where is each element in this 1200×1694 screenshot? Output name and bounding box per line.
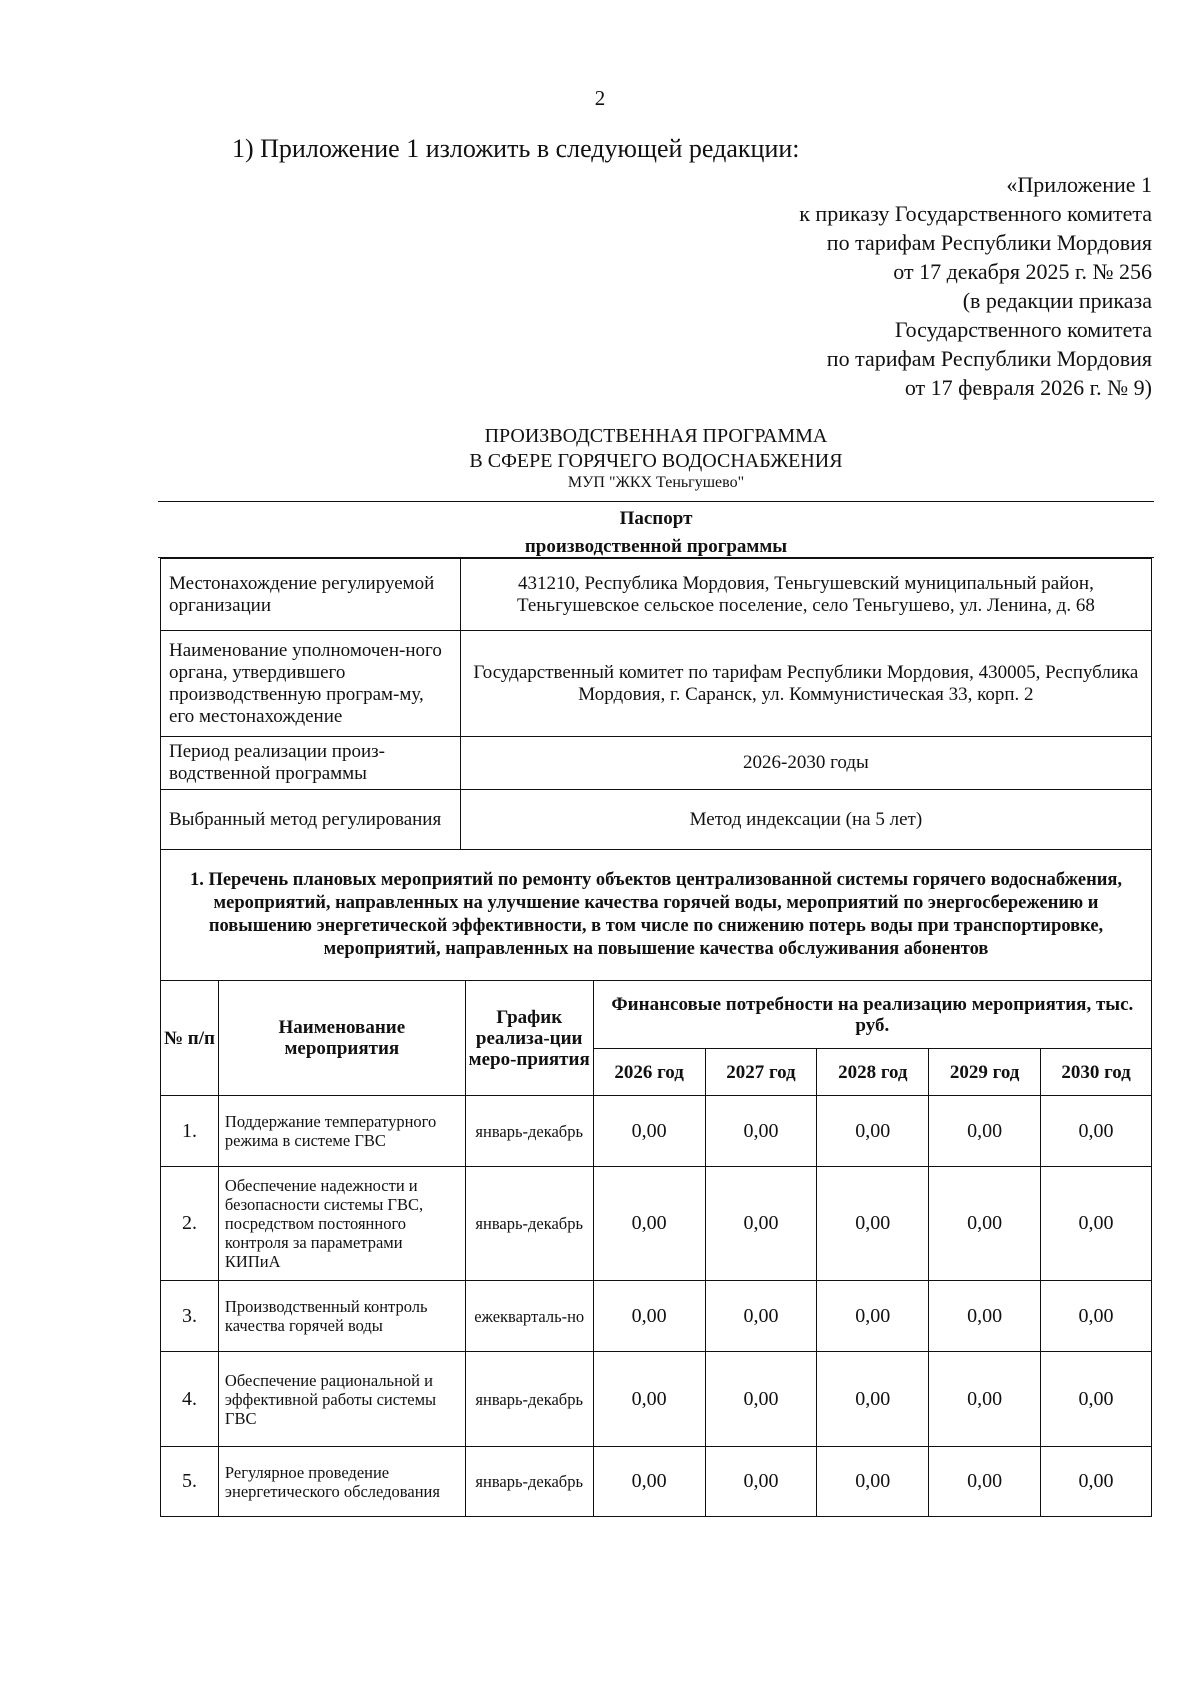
page-number: 2 bbox=[594, 86, 606, 110]
header-finance: Финансовые потребности на реализацию мероприятия, тыс. руб. bbox=[593, 981, 1151, 1049]
header-schedule: График реализа-ции меро-приятия bbox=[465, 981, 593, 1096]
row-name: Регулярное проведение энергетического обследования bbox=[218, 1447, 465, 1517]
row-number: 5. bbox=[161, 1447, 219, 1517]
passport-value: 2026-2030 годы bbox=[460, 737, 1151, 790]
passport-row bbox=[161, 790, 1152, 850]
row-number: 1. bbox=[161, 1096, 219, 1167]
appendix-line: по тарифам Республики Мордовия bbox=[826, 230, 1152, 255]
heading-line-2: В СФЕРЕ ГОРЯЧЕГО ВОДОСНАБЖЕНИЯ bbox=[469, 450, 843, 472]
passport-label: Период реализации произ-водственной программы bbox=[161, 737, 461, 790]
passport-label: Местонахождение регулируемой организации bbox=[161, 559, 461, 631]
row-value: 0,00 bbox=[1041, 1281, 1152, 1352]
row-schedule: ежекварталь-но bbox=[465, 1281, 593, 1352]
row-value: 0,00 bbox=[593, 1281, 705, 1352]
table-header-row bbox=[161, 981, 1152, 1049]
appendix-line: от 17 декабря 2025 г. № 256 bbox=[893, 259, 1152, 284]
row-value: 0,00 bbox=[1041, 1447, 1152, 1517]
appendix-line: по тарифам Республики Мордовия bbox=[826, 346, 1152, 371]
appendix-line: к приказу Государственного комитета bbox=[799, 201, 1152, 226]
row-value: 0,00 bbox=[593, 1447, 705, 1517]
passport-table bbox=[160, 558, 1152, 850]
program-heading bbox=[160, 424, 1152, 492]
row-value: 0,00 bbox=[929, 1167, 1041, 1281]
table-row bbox=[161, 1352, 1152, 1447]
passport-title-line-1: Паспорт bbox=[619, 508, 693, 529]
passport-value: 431210, Республика Мордовия, Теньгушевский муниципальный район, Теньгушевское сельское поселение, село Теньгушево, ул. Ленина, д. 68 bbox=[460, 559, 1151, 631]
appendix-line: от 17 февраля 2026 г. № 9) bbox=[904, 375, 1152, 400]
header-year: 2030 год bbox=[1041, 1049, 1152, 1096]
row-number: 4. bbox=[161, 1352, 219, 1447]
row-value: 0,00 bbox=[817, 1281, 929, 1352]
row-number: 3. bbox=[161, 1281, 219, 1352]
row-value: 0,00 bbox=[705, 1096, 817, 1167]
row-value: 0,00 bbox=[817, 1447, 929, 1517]
appendix-line: «Приложение 1 bbox=[1006, 172, 1152, 197]
row-value: 0,00 bbox=[929, 1447, 1041, 1517]
passport-row bbox=[161, 559, 1152, 631]
row-value: 0,00 bbox=[817, 1352, 929, 1447]
header-year: 2027 год bbox=[705, 1049, 817, 1096]
organization-name: МУП "ЖКХ Теньгушево" bbox=[567, 474, 745, 491]
row-value: 0,00 bbox=[1041, 1167, 1152, 1281]
row-name: Поддержание температурного режима в системе ГВС bbox=[218, 1096, 465, 1167]
header-year: 2029 год bbox=[929, 1049, 1041, 1096]
table-row bbox=[161, 1447, 1152, 1517]
passport-value: Метод индексации (на 5 лет) bbox=[460, 790, 1151, 850]
appendix-line: Государственного комитета bbox=[894, 317, 1152, 342]
row-name: Обеспечение надежности и безопасности системы ГВС, посредством постоянного контроля за параметрами КИПиА bbox=[218, 1167, 465, 1281]
header-year: 2026 год bbox=[593, 1049, 705, 1096]
passport-title-line-2: производственной программы bbox=[524, 536, 788, 557]
row-value: 0,00 bbox=[929, 1281, 1041, 1352]
row-value: 0,00 bbox=[929, 1096, 1041, 1167]
passport-row bbox=[161, 737, 1152, 790]
row-value: 0,00 bbox=[817, 1167, 929, 1281]
row-schedule: январь-декабрь bbox=[465, 1447, 593, 1517]
header-name: Наименование мероприятия bbox=[218, 981, 465, 1096]
measures-table bbox=[160, 849, 1152, 1517]
section-title-row bbox=[161, 850, 1152, 981]
row-value: 0,00 bbox=[593, 1167, 705, 1281]
row-schedule: январь-декабрь bbox=[465, 1096, 593, 1167]
row-value: 0,00 bbox=[593, 1352, 705, 1447]
row-value: 0,00 bbox=[705, 1352, 817, 1447]
row-schedule: январь-декабрь bbox=[465, 1167, 593, 1281]
row-value: 0,00 bbox=[705, 1281, 817, 1352]
row-value: 0,00 bbox=[593, 1096, 705, 1167]
header-number: № п/п bbox=[161, 981, 219, 1096]
passport-value: Государственный комитет по тарифам Республики Мордовия, 430005, Республика Мордовия, г. Саранск, ул. Коммунистическая 33, корп. 2 bbox=[460, 631, 1151, 737]
heading-line-1: ПРОИЗВОДСТВЕННАЯ ПРОГРАММА bbox=[484, 425, 828, 447]
appendix-reference bbox=[452, 170, 1152, 402]
row-value: 0,00 bbox=[705, 1167, 817, 1281]
table-row bbox=[161, 1281, 1152, 1352]
passport-row bbox=[161, 631, 1152, 737]
table-row bbox=[161, 1096, 1152, 1167]
row-value: 0,00 bbox=[929, 1352, 1041, 1447]
row-name: Производственный контроль качества горячей воды bbox=[218, 1281, 465, 1352]
passport-label: Выбранный метод регулирования bbox=[161, 790, 461, 850]
row-name: Обеспечение рациональной и эффективной работы системы ГВС bbox=[218, 1352, 465, 1447]
appendix-line: (в редакции приказа bbox=[962, 288, 1152, 313]
passport-label: Наименование уполномочен-ного органа, утвердившего производственную програм-му, его местонахождение bbox=[161, 631, 461, 737]
table-row bbox=[161, 1167, 1152, 1281]
row-value: 0,00 bbox=[1041, 1352, 1152, 1447]
header-year: 2028 год bbox=[817, 1049, 929, 1096]
intro-text: 1) Приложение 1 изложить в следующей редакции: bbox=[232, 134, 800, 163]
row-value: 0,00 bbox=[817, 1096, 929, 1167]
row-value: 0,00 bbox=[705, 1447, 817, 1517]
section-1-title: 1. Перечень плановых мероприятий по ремонту объектов централизованной системы горячего водоснабжения, мероприятий, направленных на улучшение качества горячей воды, мероприятий по энергосбережению и повышению энергетической эффективности, в том числе по снижению потерь воды при транспортировке, мероприятий, направленных на повышение качества обслуживания абонентов bbox=[161, 850, 1152, 981]
row-value: 0,00 bbox=[1041, 1096, 1152, 1167]
row-schedule: январь-декабрь bbox=[465, 1352, 593, 1447]
row-number: 2. bbox=[161, 1167, 219, 1281]
passport-title bbox=[160, 505, 1152, 561]
divider-line bbox=[158, 501, 1154, 502]
